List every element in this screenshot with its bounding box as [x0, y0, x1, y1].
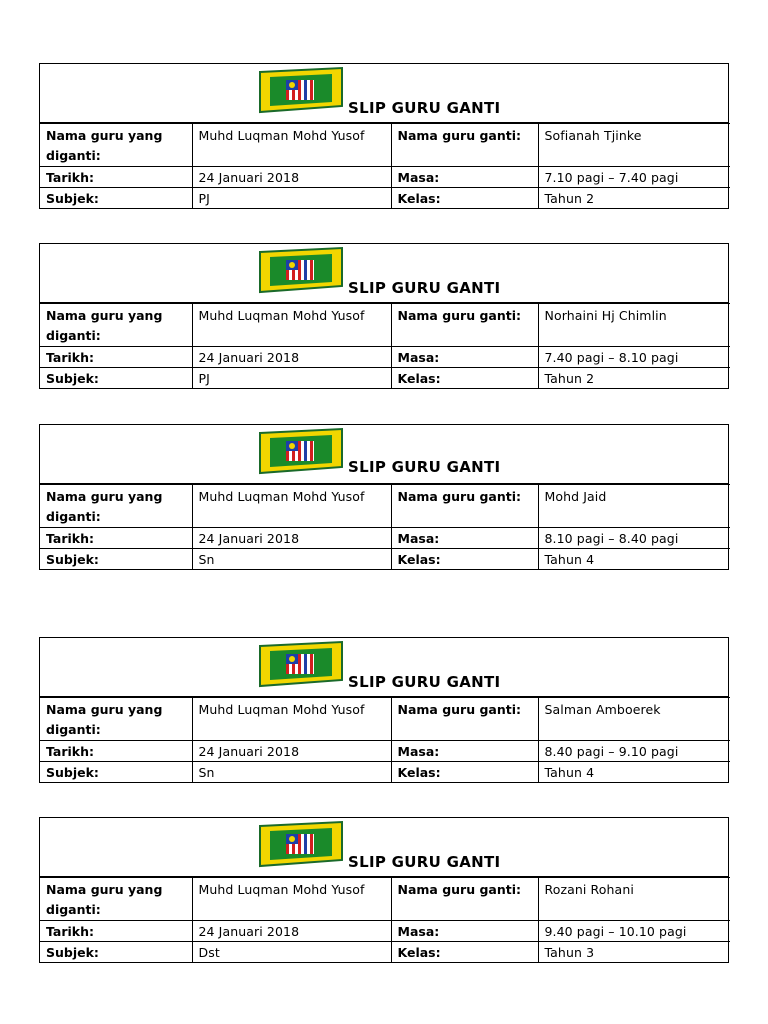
substitute-teacher-value: Salman Amboerek: [538, 698, 730, 741]
class-value: Tahun 3: [538, 942, 730, 963]
time-value: 8.40 pagi – 9.10 pagi: [538, 741, 730, 762]
replaced-teacher-label: Nama guru yang diganti:: [40, 878, 192, 921]
replaced-teacher-value: Muhd Luqman Mohd Yusof: [192, 124, 391, 167]
class-label: Kelas:: [391, 368, 538, 389]
slip-1: [39, 63, 729, 209]
substitute-teacher-value: Sofianah Tjinke: [538, 124, 730, 167]
school-logo: [256, 66, 346, 114]
class-value: Tahun 4: [538, 762, 730, 783]
subject-value: PJ: [192, 368, 391, 389]
school-logo: [256, 246, 346, 294]
time-value: 7.10 pagi – 7.40 pagi: [538, 167, 730, 188]
replaced-teacher-value: Muhd Luqman Mohd Yusof: [192, 878, 391, 921]
replaced-teacher-label: Nama guru yang diganti:: [40, 124, 192, 167]
slip-table: [40, 123, 730, 208]
replaced-teacher-value: Muhd Luqman Mohd Yusof: [192, 698, 391, 741]
school-logo: [256, 640, 346, 688]
time-label: Masa:: [391, 347, 538, 368]
subject-label: Subjek:: [40, 549, 192, 570]
slip-header: [40, 818, 728, 877]
subject-value: PJ: [192, 188, 391, 209]
date-value: 24 Januari 2018: [192, 741, 391, 762]
substitute-teacher-value: Mohd Jaid: [538, 485, 730, 528]
subject-label: Subjek:: [40, 762, 192, 783]
slip-table: [40, 303, 730, 388]
slip-2: [39, 243, 729, 389]
class-label: Kelas:: [391, 549, 538, 570]
replaced-teacher-label: Nama guru yang diganti:: [40, 698, 192, 741]
time-label: Masa:: [391, 741, 538, 762]
slip-3: [39, 424, 729, 570]
subject-label: Subjek:: [40, 942, 192, 963]
subject-label: Subjek:: [40, 368, 192, 389]
subject-value: Sn: [192, 549, 391, 570]
date-label: Tarikh:: [40, 347, 192, 368]
replaced-teacher-value: Muhd Luqman Mohd Yusof: [192, 304, 391, 347]
class-label: Kelas:: [391, 762, 538, 783]
slip-table: [40, 877, 730, 962]
date-label: Tarikh:: [40, 741, 192, 762]
slip-5: [39, 817, 729, 963]
substitute-teacher-label: Nama guru ganti:: [391, 304, 538, 347]
time-value: 9.40 pagi – 10.10 pagi: [538, 921, 730, 942]
substitute-teacher-label: Nama guru ganti:: [391, 124, 538, 167]
replaced-teacher-label: Nama guru yang diganti:: [40, 485, 192, 528]
subject-label: Subjek:: [40, 188, 192, 209]
date-label: Tarikh:: [40, 167, 192, 188]
slip-title: SLIP GURU GANTI: [348, 673, 501, 691]
date-value: 24 Januari 2018: [192, 347, 391, 368]
replaced-teacher-value: Muhd Luqman Mohd Yusof: [192, 485, 391, 528]
substitute-teacher-value: Norhaini Hj Chimlin: [538, 304, 730, 347]
time-label: Masa:: [391, 528, 538, 549]
date-label: Tarikh:: [40, 528, 192, 549]
slip-header: [40, 64, 728, 123]
slip-title: SLIP GURU GANTI: [348, 853, 501, 871]
slip-title: SLIP GURU GANTI: [348, 99, 501, 117]
class-value: Tahun 2: [538, 368, 730, 389]
slip-header: [40, 638, 728, 697]
school-logo: [256, 820, 346, 868]
date-value: 24 Januari 2018: [192, 528, 391, 549]
time-value: 7.40 pagi – 8.10 pagi: [538, 347, 730, 368]
class-label: Kelas:: [391, 188, 538, 209]
substitute-teacher-label: Nama guru ganti:: [391, 698, 538, 741]
school-logo: [256, 427, 346, 475]
slip-header: [40, 425, 728, 484]
replaced-teacher-label: Nama guru yang diganti:: [40, 304, 192, 347]
time-label: Masa:: [391, 921, 538, 942]
date-value: 24 Januari 2018: [192, 921, 391, 942]
date-label: Tarikh:: [40, 921, 192, 942]
subject-value: Sn: [192, 762, 391, 783]
time-label: Masa:: [391, 167, 538, 188]
class-value: Tahun 2: [538, 188, 730, 209]
class-label: Kelas:: [391, 942, 538, 963]
slip-4: [39, 637, 729, 783]
slip-title: SLIP GURU GANTI: [348, 279, 501, 297]
slip-header: [40, 244, 728, 303]
substitute-teacher-label: Nama guru ganti:: [391, 878, 538, 921]
slip-title: SLIP GURU GANTI: [348, 458, 501, 476]
time-value: 8.10 pagi – 8.40 pagi: [538, 528, 730, 549]
class-value: Tahun 4: [538, 549, 730, 570]
substitute-teacher-label: Nama guru ganti:: [391, 485, 538, 528]
subject-value: Dst: [192, 942, 391, 963]
slip-table: [40, 697, 730, 782]
slip-table: [40, 484, 730, 569]
date-value: 24 Januari 2018: [192, 167, 391, 188]
substitute-teacher-value: Rozani Rohani: [538, 878, 730, 921]
